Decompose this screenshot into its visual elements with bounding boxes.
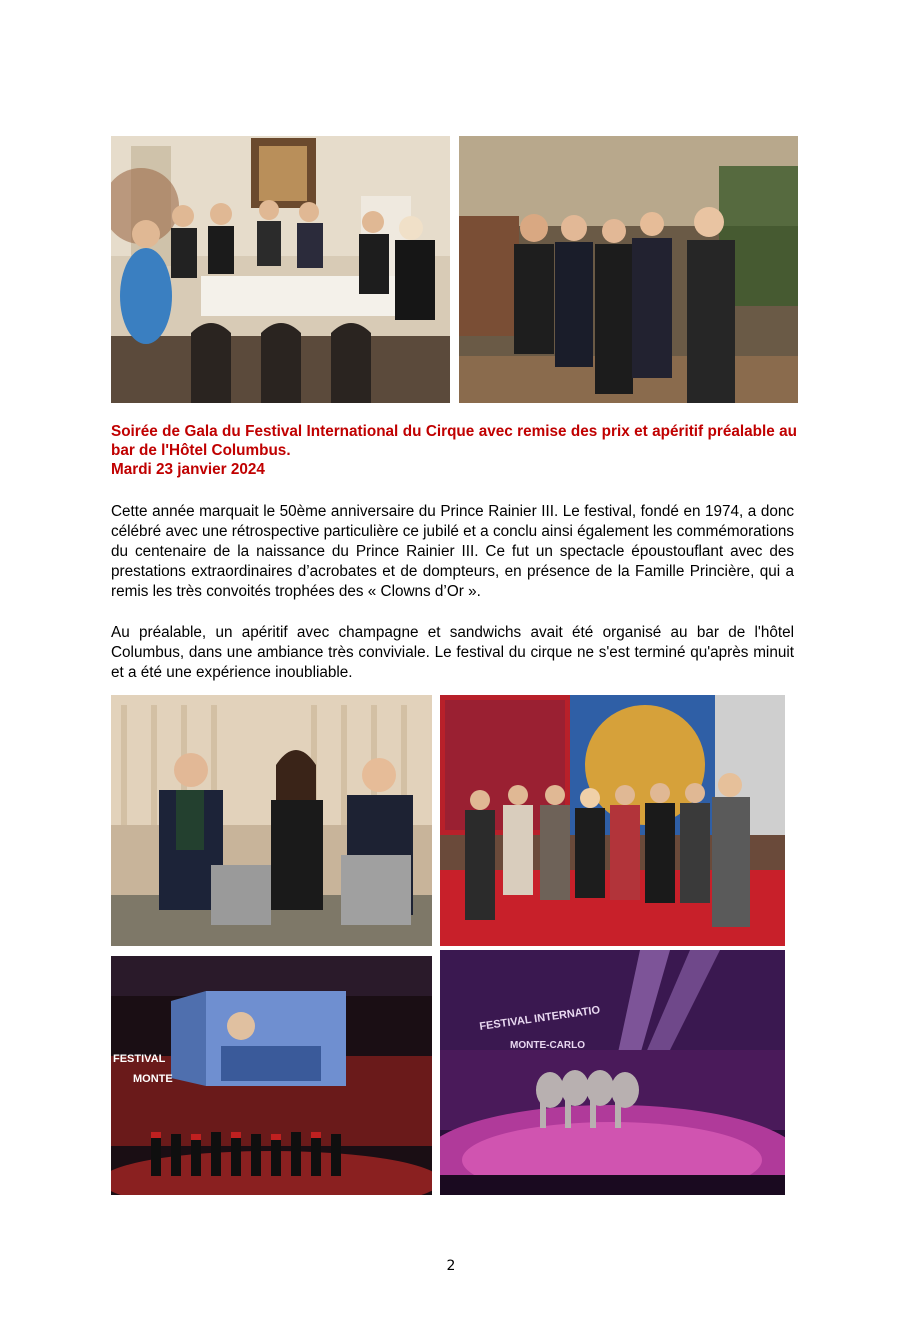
event-heading <box>111 422 797 479</box>
photo-circus-band <box>111 956 432 1195</box>
photo-dinner-table <box>111 136 450 403</box>
event-title: Soirée de Gala du Festival International du Cirque avec remise des prix et apéritif préalable au bar de l'Hôtel Columbus. <box>111 423 797 459</box>
circus-sign-festival: FESTIVAL <box>113 1053 166 1065</box>
photo-red-carpet-group <box>440 695 785 946</box>
circus-sign-monte: MONTE <box>133 1073 173 1085</box>
photo-seated-trio <box>111 695 432 946</box>
body-paragraph-1: Cette année marquait le 50ème anniversaire du Prince Rainier III. Le festival, fondé en 1974, a donc célébré avec une rétrospective particulière ce jubilé et a conclu ainsi également les commémorations du centenaire de la naissance du Prince Rainier III. Ce fut un spectacle époustouflant avec des prestations extraordinaires d’acrobates et de dompteurs, en présence de la Famille Princière, qui a remis les très convoités trophées des « Clowns d’Or ». <box>111 503 794 600</box>
event-date: Mardi 23 janvier 2024 <box>111 461 265 478</box>
page-number: 2 <box>446 1258 456 1274</box>
circus-sign-international: FESTIVAL INTERNATIO <box>478 1004 601 1033</box>
circus-sign-montecarlo: MONTE-CARLO <box>510 1040 585 1051</box>
body-paragraph-2: Au préalable, un apéritif avec champagne et sandwichs avait été organisé au bar de l'hôtel Columbus, dans une ambiance très conviviale. Le festival du cirque ne s'est terminé qu'après minuit et a été une expérience inoubliable. <box>111 624 794 681</box>
photo-standing-group <box>459 136 798 403</box>
photo-circus-elephants <box>440 950 785 1195</box>
